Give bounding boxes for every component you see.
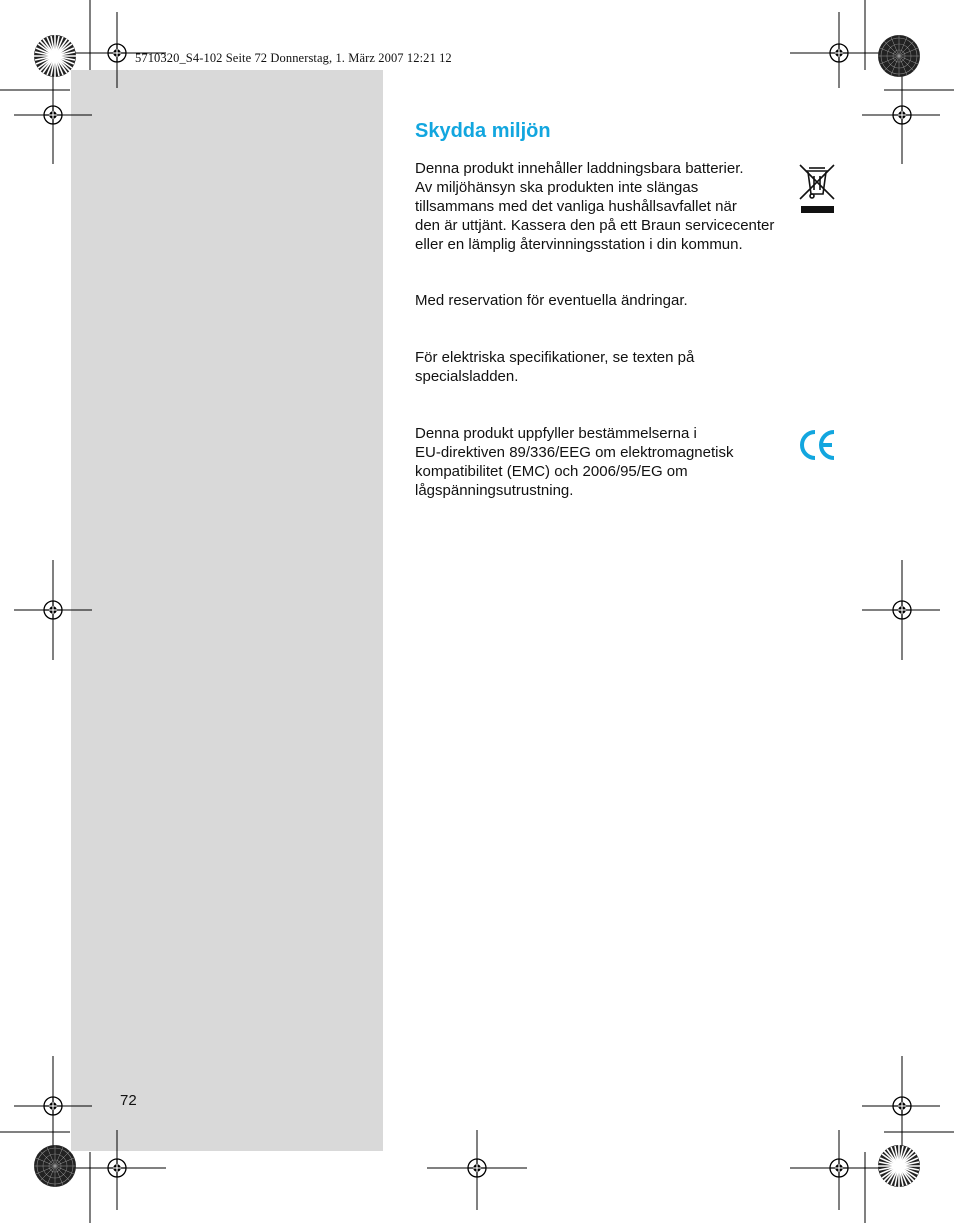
text-line: kompatibilitet (EMC) och 2006/95/EG om	[415, 463, 688, 480]
starburst-color-bar-icon	[878, 1145, 920, 1187]
text-line: tillsammans med det vanliga hushållsavfallet när	[415, 198, 737, 215]
text-line: För elektriska specifikationer, se texten på	[415, 349, 695, 366]
print-slug: 5710320_S4-102 Seite 72 Donnerstag, 1. März 2007 12:21 12	[135, 51, 452, 65]
starburst-color-bar-icon	[34, 1145, 76, 1187]
reservation-paragraph	[415, 291, 835, 310]
registration-mark-icon	[893, 106, 911, 124]
text-line: Av miljöhänsyn ska produkten inte slängas	[415, 179, 699, 196]
registration-mark-icon	[893, 601, 911, 619]
registration-mark-icon	[893, 1097, 911, 1115]
text-line: den är uttjänt. Kassera den på ett Braun servicecenter	[415, 217, 775, 234]
registration-mark-icon	[108, 1159, 126, 1177]
text-line: EU-direktiven 89/336/EEG om elektromagnetisk	[415, 444, 734, 461]
registration-mark-icon	[44, 106, 62, 124]
registration-mark-icon	[468, 1159, 486, 1177]
text-line: specialsladden.	[415, 368, 519, 385]
registration-mark-icon	[830, 44, 848, 62]
text-line: eller en lämplig återvinningsstation i din kommun.	[415, 236, 743, 253]
specifications-paragraph	[415, 348, 835, 386]
page-number: 72	[120, 1092, 137, 1109]
text-line: Denna produkt innehåller laddningsbara batterier.	[415, 160, 744, 177]
ce-mark-icon	[796, 426, 836, 464]
crossed-out-wheelie-bin-icon	[797, 162, 837, 216]
registration-mark-icon	[44, 601, 62, 619]
text-line: lågspänningsutrustning.	[415, 482, 574, 499]
environment-paragraph	[415, 159, 835, 254]
registration-mark-icon	[44, 1097, 62, 1115]
section-heading: Skydda miljön	[415, 120, 551, 142]
text-line: Denna produkt uppfyller bestämmelserna i	[415, 425, 697, 442]
starburst-color-bar-icon	[34, 35, 76, 77]
registration-mark-icon	[830, 1159, 848, 1177]
registration-mark-icon	[108, 44, 126, 62]
compliance-paragraph	[415, 424, 835, 500]
starburst-color-bar-icon	[878, 35, 920, 77]
text-line: Med reservation för eventuella ändringar.	[415, 292, 688, 309]
